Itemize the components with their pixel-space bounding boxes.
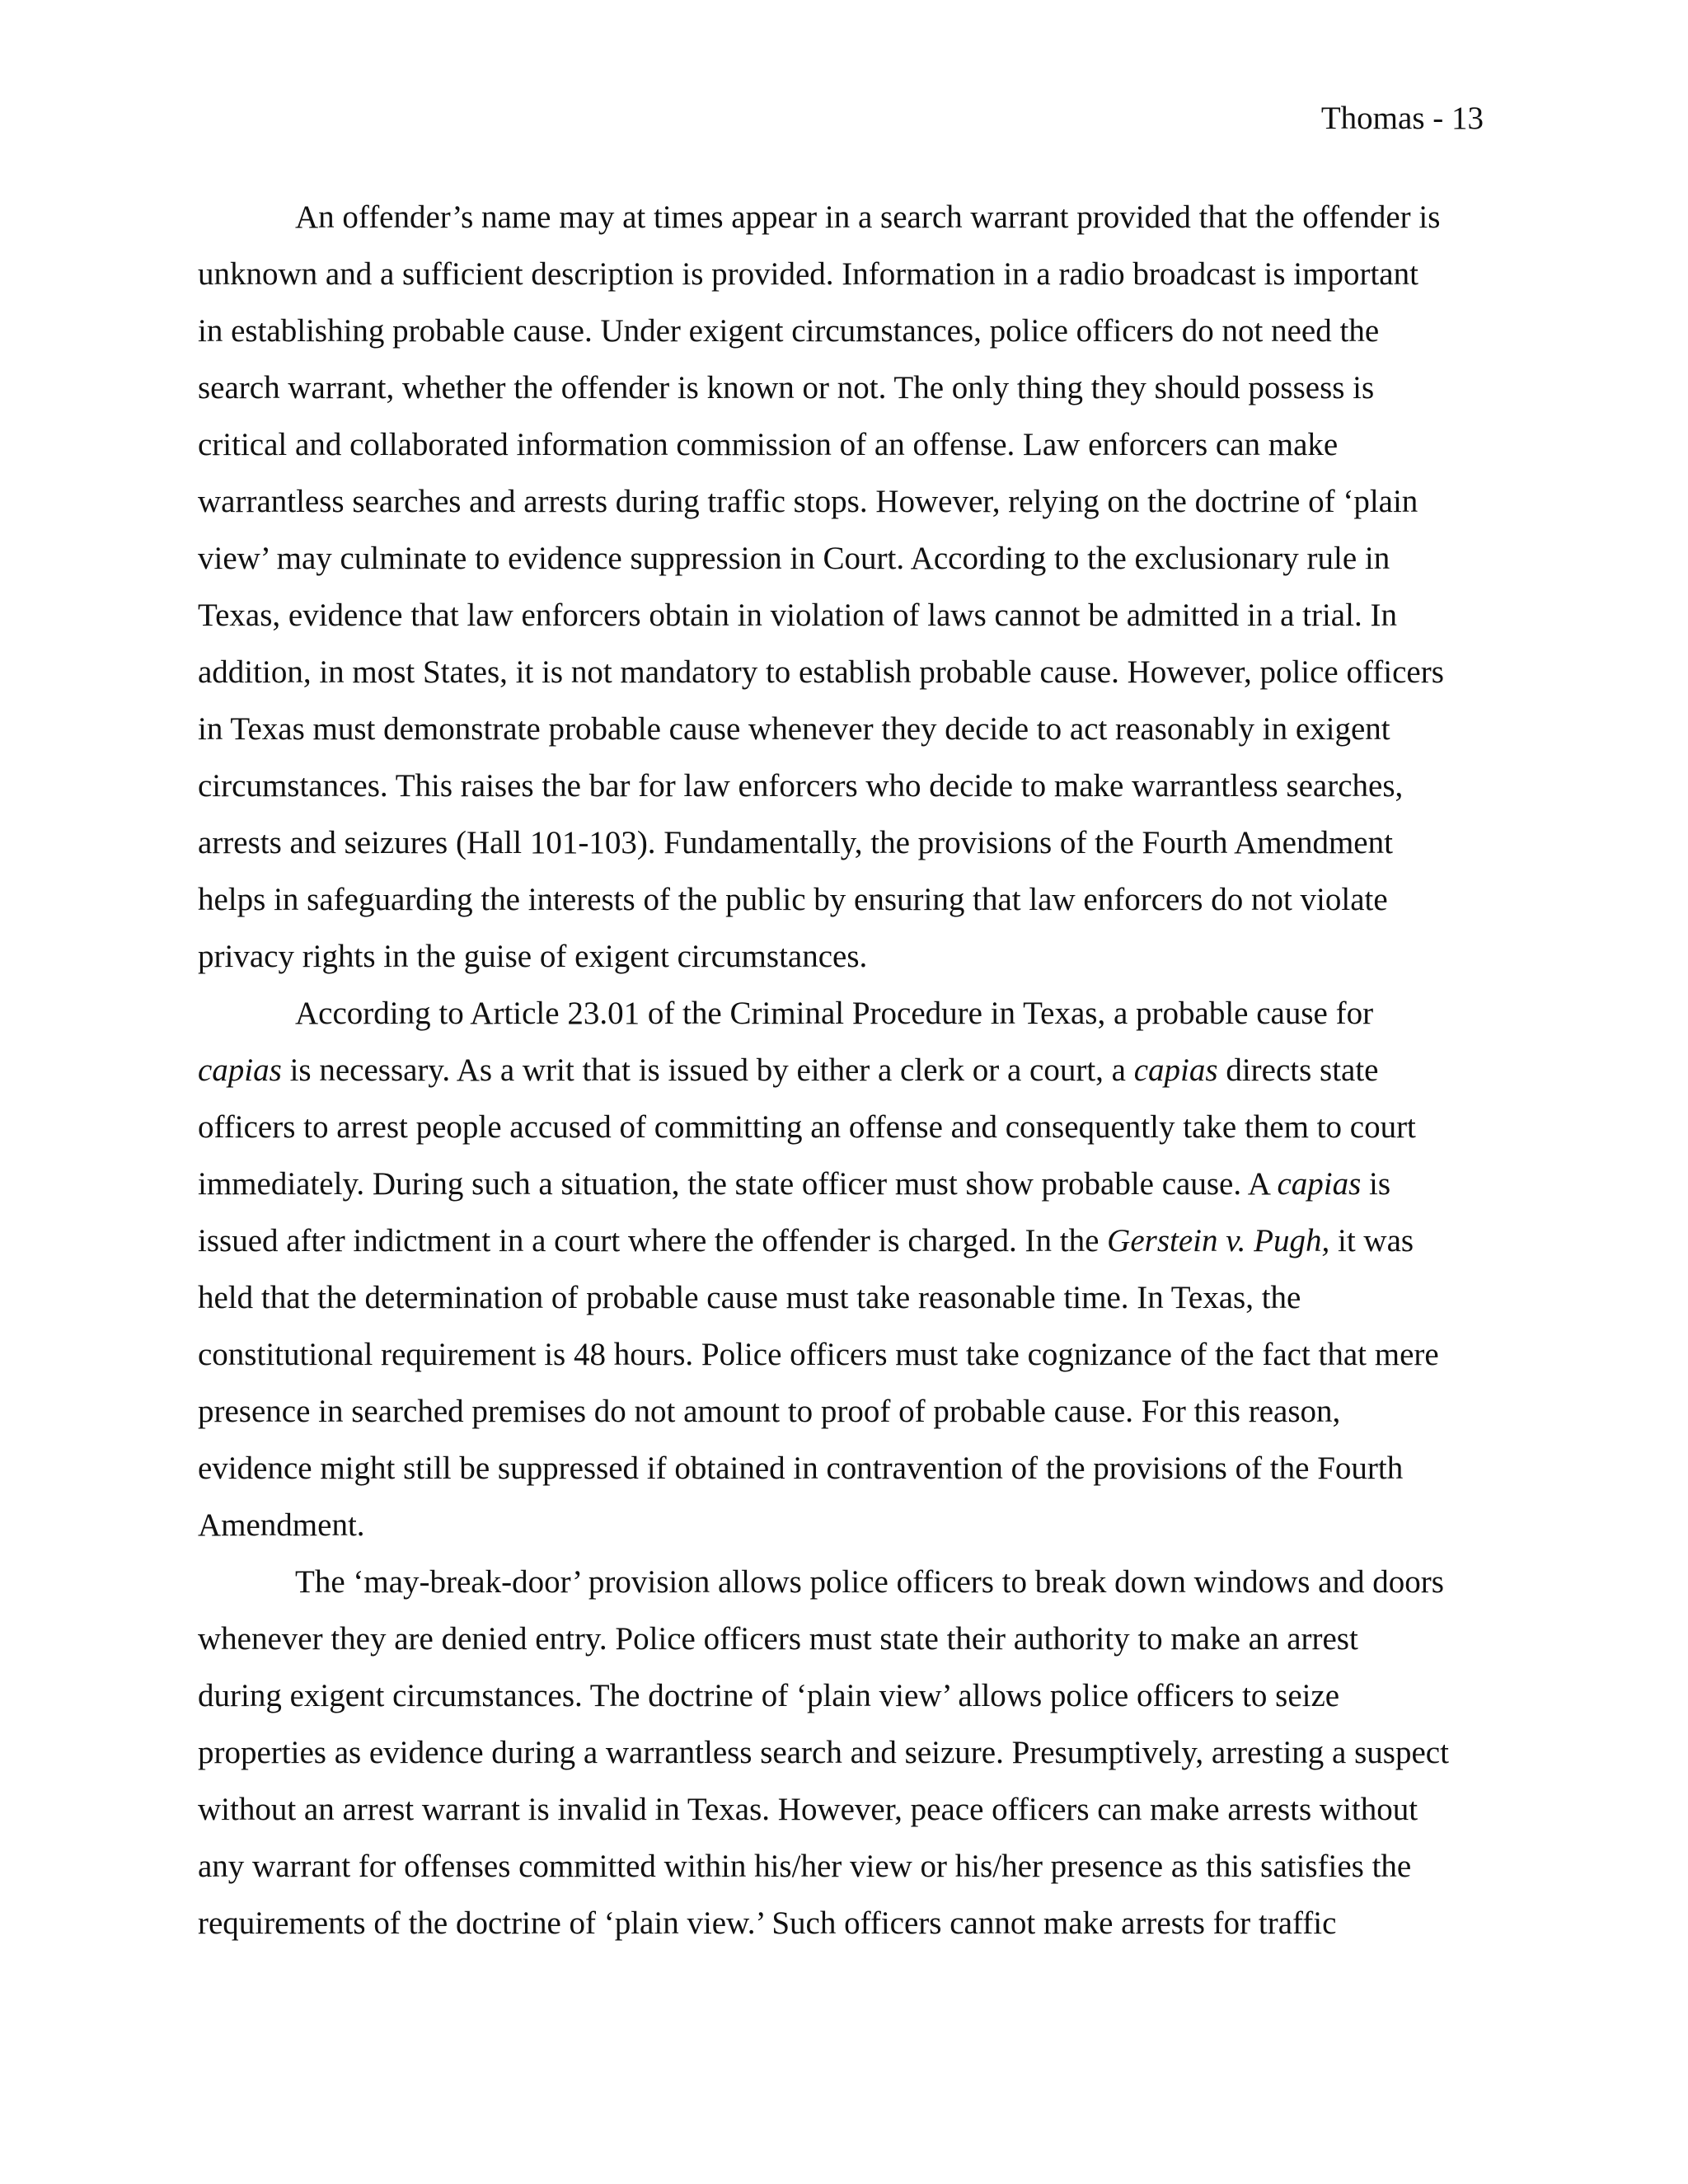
text-line: [198, 1273, 1496, 1330]
text-line: [198, 1558, 1496, 1615]
text-run: evidence might still be suppressed if obtained in contravention of the provisions of the Fourth: [198, 1451, 1404, 1486]
text-line: [198, 932, 1496, 989]
text-run: during exigent circumstances. The doctrine of ‘plain view’ allows police officers to seize: [198, 1678, 1340, 1713]
text-line: [198, 1046, 1496, 1103]
text-run: search warrant, whether the offender is known or not. The only thing they should possess is: [198, 370, 1375, 405]
text-run: presence in searched premises do not amount to proof of probable cause. For this reason,: [198, 1394, 1341, 1429]
text-line: [198, 1728, 1496, 1785]
text-run: warrantless searches and arrests during traffic stops. However, relying on the doctrine of ‘plain: [198, 484, 1418, 519]
text-run: critical and collaborated information commission of an offense. Law enforcers can make: [198, 427, 1339, 462]
text-line: [198, 1842, 1496, 1899]
text-run: helps in safeguarding the interests of the public by ensuring that law enforcers do not violate: [198, 882, 1388, 917]
text-run: issued after indictment in a court where the offender is charged. In the: [198, 1223, 1108, 1258]
text-line: [198, 1785, 1496, 1842]
text-line: [198, 591, 1496, 648]
text-line: [198, 477, 1496, 534]
text-run: circumstances. This raises the bar for law enforcers who decide to make warrantless searches,: [198, 768, 1404, 804]
text-line: [198, 989, 1496, 1046]
text-line: [198, 762, 1496, 818]
text-line: [198, 705, 1496, 762]
text-run: Amendment.: [198, 1507, 365, 1543]
text-run: is: [1361, 1166, 1391, 1202]
text-run: whenever they are denied entry. Police officers must state their authority to make an arrest: [198, 1621, 1358, 1657]
text-run: arrests and seizures (Hall 101-103). Fundamentally, the provisions of the Fourth Amendment: [198, 825, 1393, 860]
text-run: The ‘may-break-door’ provision allows police officers to break down windows and doors: [295, 1564, 1444, 1600]
text-line: [198, 1216, 1496, 1273]
text-run: addition, in most States, it is not mandatory to establish probable cause. However, police officers: [198, 654, 1444, 690]
text-run: According to Article 23.01 of the Criminal Procedure in Texas, a probable cause for: [295, 996, 1374, 1031]
text-line: [198, 250, 1496, 307]
text-line: [198, 1160, 1496, 1216]
italic-case-name: Gerstein v. Pugh,: [1107, 1223, 1330, 1258]
text-line: [198, 1387, 1496, 1444]
text-run: directs state: [1217, 1052, 1379, 1088]
italic-term-capias: capias: [1277, 1166, 1362, 1202]
text-line: [198, 1330, 1496, 1387]
text-line: [198, 1444, 1496, 1501]
text-run: constitutional requirement is 48 hours. Police officers must take cognizance of the fact that mere: [198, 1337, 1439, 1372]
text-run: privacy rights in the guise of exigent circumstances.: [198, 939, 868, 974]
text-line: [198, 1501, 1496, 1558]
text-line: [198, 818, 1496, 875]
text-line: [198, 648, 1496, 705]
text-run: is necessary. As a writ that is issued by either a clerk or a court, a: [281, 1052, 1134, 1088]
text-line: [198, 1615, 1496, 1671]
text-run: properties as evidence during a warrantless search and seizure. Presumptively, arresting a suspect: [198, 1735, 1449, 1770]
text-line: [198, 420, 1496, 477]
text-line: [198, 307, 1496, 363]
text-line: [198, 875, 1496, 932]
italic-term-capias: capias: [1133, 1052, 1218, 1088]
text-line: [198, 1671, 1496, 1728]
text-run: requirements of the doctrine of ‘plain view.’ Such officers cannot make arrests for traffic: [198, 1905, 1337, 1941]
text-line: [198, 193, 1496, 250]
text-run: in Texas must demonstrate probable cause whenever they decide to act reasonably in exigent: [198, 711, 1390, 747]
text-run: held that the determination of probable cause must take reasonable time. In Texas, the: [198, 1280, 1301, 1315]
text-run: unknown and a sufficient description is provided. Information in a radio broadcast is important: [198, 256, 1418, 292]
text-run: Texas, evidence that law enforcers obtain in violation of laws cannot be admitted in a trial. In: [198, 598, 1397, 633]
text-run: it was: [1329, 1223, 1414, 1258]
text-run: An offender’s name may at times appear in a search warrant provided that the offender is: [295, 199, 1441, 235]
running-head: Thomas - 13: [1320, 101, 1484, 136]
text-run: any warrant for offenses committed within his/her view or his/her presence as this satisfies the: [198, 1849, 1412, 1884]
text-run: view’ may culminate to evidence suppression in Court. According to the exclusionary rule in: [198, 541, 1390, 576]
body-text: [198, 193, 1496, 1956]
text-run: immediately. During such a situation, the state officer must show probable cause. A: [198, 1166, 1278, 1202]
text-line: [198, 534, 1496, 591]
text-line: [198, 1899, 1496, 1956]
text-run: officers to arrest people accused of committing an offense and consequently take them to court: [198, 1109, 1416, 1145]
text-run: in establishing probable cause. Under exigent circumstances, police officers do not need the: [198, 313, 1380, 349]
italic-term-capias: capias: [198, 1052, 282, 1088]
text-line: [198, 1103, 1496, 1160]
text-line: [198, 363, 1496, 420]
text-run: without an arrest warrant is invalid in Texas. However, peace officers can make arrests without: [198, 1792, 1418, 1827]
